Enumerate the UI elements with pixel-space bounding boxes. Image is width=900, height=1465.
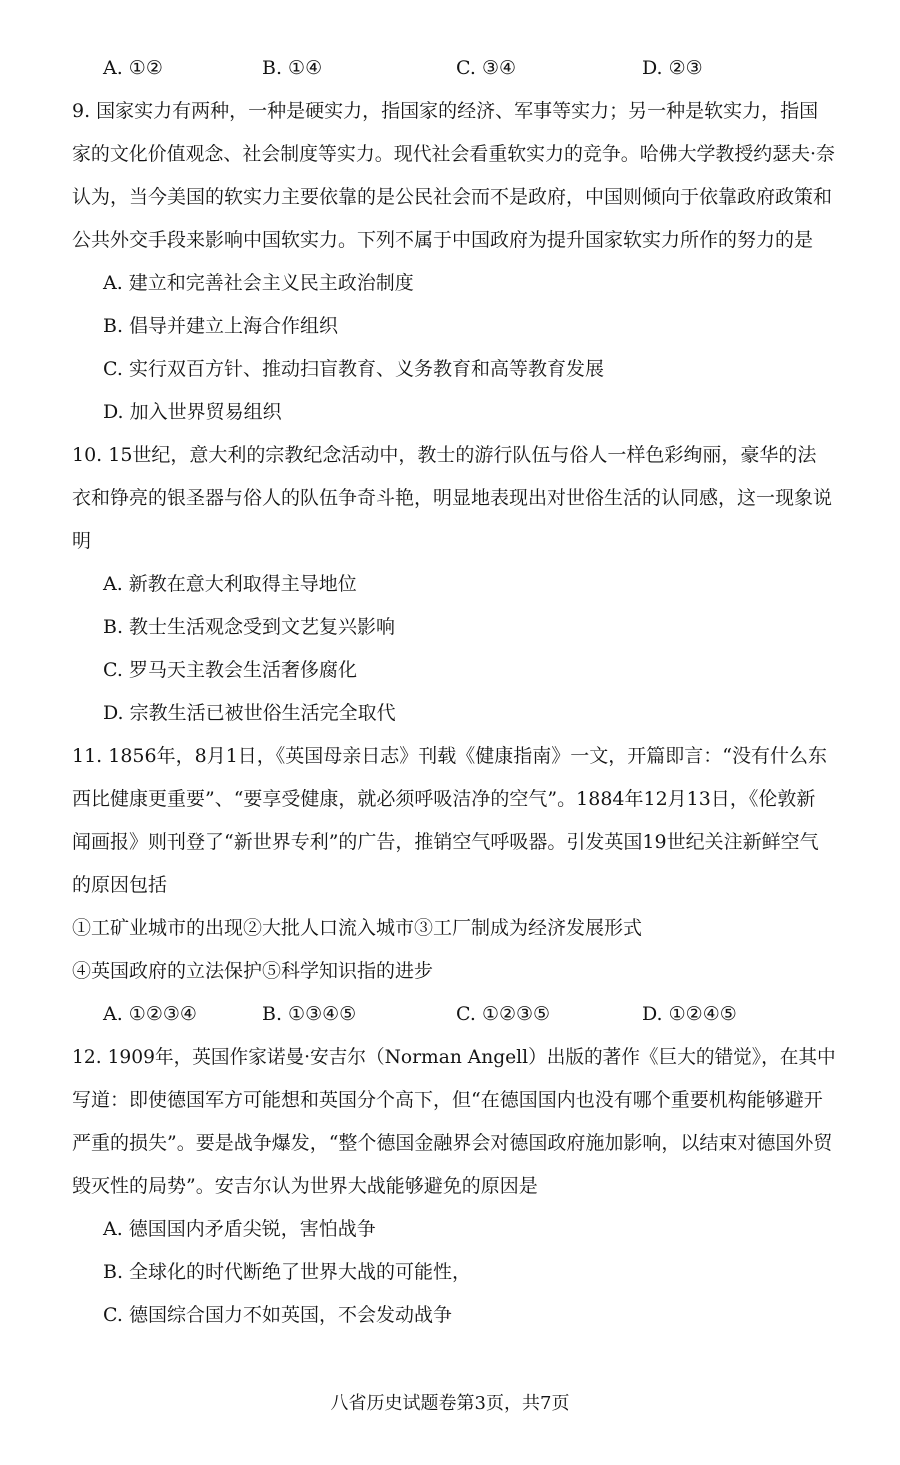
q12-stem-line-3: 严重的损失”。要是战争爆发，“整个德国金融界会对德国政府施加影响，以结束对德国外贸 [72,1132,833,1154]
q12-stem-line-1: 12. 1909年，英国作家诺曼·安吉尔（Norman Angell）出版的著作《巨大的错觉》，在其中 [72,1046,836,1068]
q12-option-c: C. 德国综合国力不如英国，不会发动战争 [103,1304,452,1326]
q11-item-line-2: ④英国政府的立法保护⑤科学知识指的进步 [72,960,434,982]
q8-option-a: A. ①② [103,57,163,79]
q12-option-b: B. 全球化的时代断绝了世界大战的可能性， [103,1261,472,1283]
q12-option-a: A. 德国国内矛盾尖锐，害怕战争 [103,1218,376,1240]
q8-option-c: C. ③④ [456,57,517,79]
q8-option-d: D. ②③ [642,57,703,79]
q10-option-b: B. 教士生活观念受到文艺复兴影响 [103,616,396,638]
q11-option-a: A. ①②③④ [103,1003,197,1025]
q12-stem-line-4: 毁灭性的局势”。安吉尔认为世界大战能够避免的原因是 [72,1175,538,1197]
q9-option-c: C. 实行双百方针、推动扫盲教育、义务教育和高等教育发展 [103,358,604,380]
q9-option-a: A. 建立和完善社会主义民主政治制度 [103,272,414,294]
q9-option-d: D. 加入世界贸易组织 [103,401,282,423]
q10-option-c: C. 罗马天主教会生活奢侈腐化 [103,659,357,681]
q11-option-c: C. ①②③⑤ [456,1003,551,1025]
q11-stem-line-2: 西比健康更重要”、“要享受健康，就必须呼吸洁净的空气”。1884年12月13日，《伦敦新 [72,788,816,810]
q12-stem-line-2: 写道：即使德国军方可能想和英国分个高下，但“在德国国内也没有哪个重要机构能够避开 [72,1089,823,1111]
q10-stem-line-1: 10. 15世纪，意大利的宗教纪念活动中，教士的游行队伍与俗人一样色彩绚丽，豪华的法 [72,444,817,466]
q11-stem-line-1: 11. 1856年，8月1日，《英国母亲日志》刊载《健康指南》一文，开篇即言：“没有什么东 [72,745,828,767]
q11-item-line-1: ①工矿业城市的出现②大批人口流入城市③工厂制成为经济发展形式 [72,917,643,939]
q8-option-b: B. ①④ [262,57,323,79]
q10-stem-line-3: 明 [72,530,92,552]
q11-stem-line-3: 闻画报》则刊登了“新世界专利”的广告，推销空气呼吸器。引发英国19世纪关注新鲜空气 [72,831,819,853]
q9-stem-line-3: 认为，当今美国的软实力主要依靠的是公民社会而不是政府，中国则倾向于依靠政府政策和 [72,186,833,208]
q10-option-d: D. 宗教生活已被世俗生活完全取代 [103,702,396,724]
q9-option-b: B. 倡导并建立上海合作组织 [103,315,339,337]
page-footer: 八省历史试题卷第3页，共7页 [330,1393,570,1414]
q9-stem-line-1: 9. 国家实力有两种，一种是硬实力，指国家的经济、军事等实力；另一种是软实力，指国 [72,100,819,122]
q9-stem-line-2: 家的文化价值观念、社会制度等实力。现代社会看重软实力的竞争。哈佛大学教授约瑟夫·奈 [72,143,835,165]
q10-option-a: A. 新教在意大利取得主导地位 [103,573,357,595]
q11-option-d: D. ①②④⑤ [642,1003,737,1025]
q9-stem-line-4: 公共外交手段来影响中国软实力。下列不属于中国政府为提升国家软实力所作的努力的是 [72,229,814,251]
q10-stem-line-2: 衣和铮亮的银圣器与俗人的队伍争奇斗艳，明显地表现出对世俗生活的认同感，这一现象说 [72,487,833,509]
q11-option-b: B. ①③④⑤ [262,1003,357,1025]
q11-stem-line-4: 的原因包括 [72,874,168,896]
